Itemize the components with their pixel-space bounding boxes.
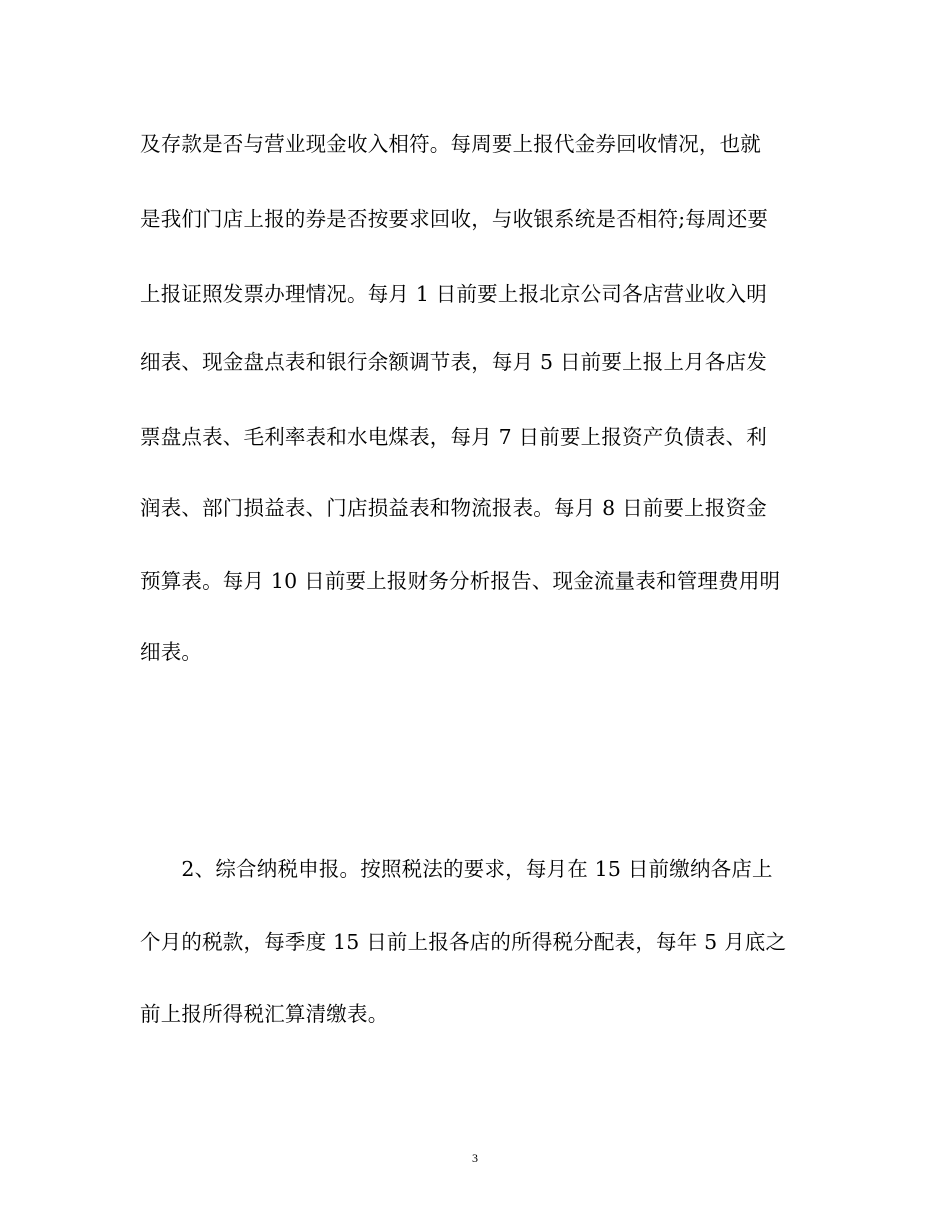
paragraph-1-line-2: 是我们门店上报的券是否按要求回收，与收银系统是否相符;每周还要: [140, 207, 769, 231]
paragraph-1-line-7: 预算表。每月 10 日前要上报财务分析报告、现金流量表和管理费用明: [140, 569, 781, 593]
paragraph-2-line-3: 前上报所得税汇算清缴表。: [140, 1002, 389, 1026]
page-number: 3: [472, 1151, 478, 1165]
paragraph-1-line-3: 上报证照发票办理情况。每月 1 日前要上报北京公司各店营业收入明: [140, 282, 767, 306]
paragraph-2-line-1: 2、综合纳税申报。按照税法的要求，每月在 15 日前缴纳各店上: [140, 857, 773, 881]
paragraph-1-line-8: 细表。: [140, 640, 203, 664]
paragraph-1-line-4: 细表、现金盘点表和银行余额调节表，每月 5 日前要上报上月各店发: [140, 350, 767, 374]
paragraph-1-line-5: 票盘点表、毛利率表和水电煤表，每月 7 日前要上报资产负债表、利: [140, 425, 767, 449]
paragraph-1-line-1: 及存款是否与营业现金收入相符。每周要上报代金券回收情况，也就: [140, 132, 761, 156]
paragraph-1-line-6: 润表、部门损益表、门店损益表和物流报表。每月 8 日前要上报资金: [140, 496, 767, 520]
paragraph-2-line-2: 个月的税款，每季度 15 日前上报各店的所得税分配表，每年 5 月底之: [140, 930, 787, 954]
